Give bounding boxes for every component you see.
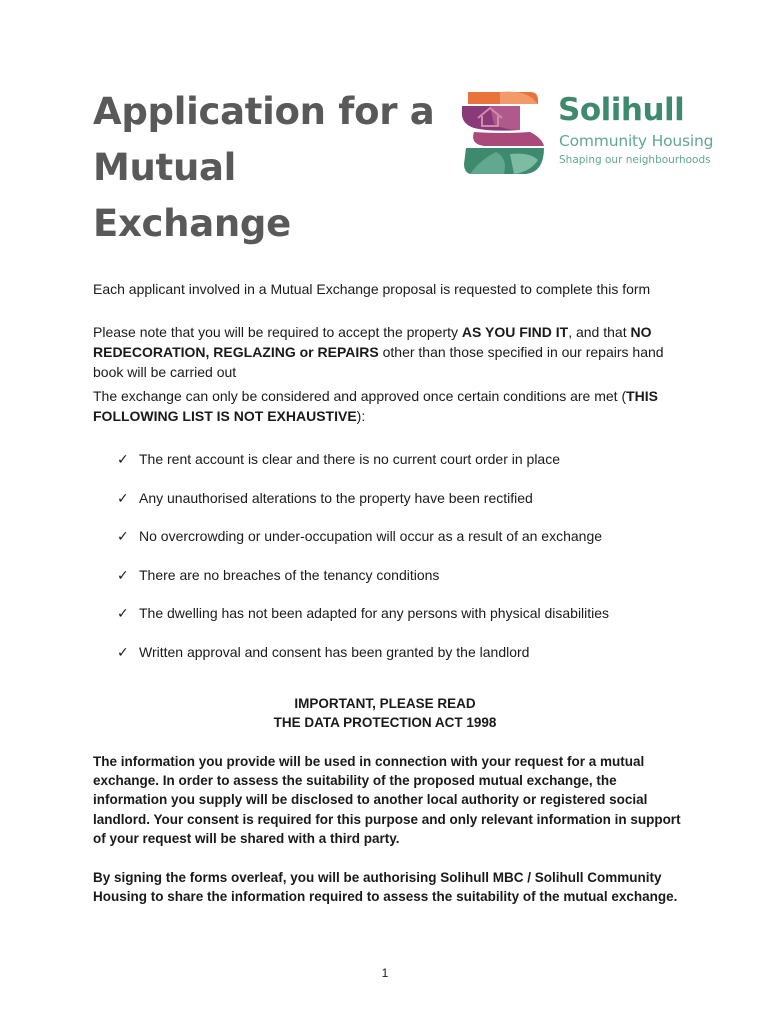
data-protection-act-heading: THE DATA PROTECTION ACT 1998: [273, 715, 497, 730]
intro-text: [93, 386, 693, 426]
intro-paragraph-1: [93, 279, 693, 299]
intro-text-part: other than those specified in our repairs hand book will be carried out: [93, 344, 664, 380]
condition-item: [117, 602, 609, 641]
solihull-s-logo-icon: [460, 88, 546, 178]
title-line: Mutual: [93, 146, 237, 189]
condition-item: [117, 448, 609, 487]
condition-item: [117, 564, 609, 603]
intro-paragraph-3: [93, 386, 693, 426]
intro-text: [93, 322, 693, 382]
data-protection-paragraph: The information you provide will be used in connection with your request for a mutual exchange. In order to assess the suitability of the proposed mutual exchange, the information you supply will be disclosed to another local authority or registered social landlord. Your consent is required for this purpose and only relevant information in support of your request will be shared with a third party.: [93, 754, 681, 846]
intro-text-part: Please note that you will be required to accept the property: [93, 324, 462, 340]
intro-emphasis: AS YOU FIND IT: [461, 324, 569, 340]
page-title: [93, 84, 453, 252]
intro-text-part: , and that: [568, 324, 631, 340]
condition-text: The dwelling has not been adapted for any persons with physical disabilities: [139, 605, 610, 622]
logo-tagline: Shaping our neighbourhoods: [559, 154, 711, 166]
intro-emphasis: NO REDECORATION, REGLAZING or REPAIRS: [93, 324, 652, 360]
condition-item: [117, 487, 609, 526]
condition-item: [117, 525, 609, 564]
checkmark-icon: ✓: [117, 566, 129, 583]
intro-emphasis: THIS FOLLOWING LIST IS NOT EXHAUSTIVE: [93, 388, 659, 424]
checkmark-icon: ✓: [117, 643, 129, 660]
checkmark-icon: ✓: [117, 489, 129, 506]
intro-paragraph-2: [93, 322, 693, 382]
condition-text: The rent account is clear and there is no current court order in place: [139, 451, 560, 467]
intro-text-part: The exchange can only be considered and approved once certain conditions are met (: [93, 388, 627, 404]
condition-text: There are no breaches of the tenancy conditions: [139, 566, 440, 583]
conditions-checklist: [117, 448, 609, 680]
condition-text: Any unauthorised alterations to the property have been rectified: [139, 489, 533, 506]
title-line: Application for a: [93, 90, 435, 133]
authorisation-paragraph: By signing the forms overleaf, you will be authorising Solihull MBC / Solihull Community Housing to share the information required to assess the suitability of the mutual exchange.: [93, 870, 678, 905]
important-notice-heading: [0, 694, 770, 732]
intro-text: Each applicant involved in a Mutual Exchange proposal is requested to complete this form: [93, 281, 651, 297]
logo-subtitle: Community Housing: [559, 132, 714, 150]
important-line: IMPORTANT, PLEASE READ: [294, 696, 476, 711]
condition-text: No overcrowding or under-occupation will occur as a result of an exchange: [139, 528, 603, 545]
page-number: 1: [381, 966, 389, 980]
checkmark-icon: ✓: [117, 528, 129, 545]
title-line: Exchange: [93, 202, 291, 245]
intro-text-part: ):: [356, 408, 366, 424]
condition-item: [117, 641, 609, 680]
checkmark-icon: ✓: [117, 605, 129, 622]
condition-text: Written approval and consent has been granted by the landlord: [139, 643, 530, 660]
logo-name: Solihull: [558, 92, 685, 128]
solihull-logo: [460, 88, 730, 180]
checkmark-icon: ✓: [117, 451, 129, 467]
